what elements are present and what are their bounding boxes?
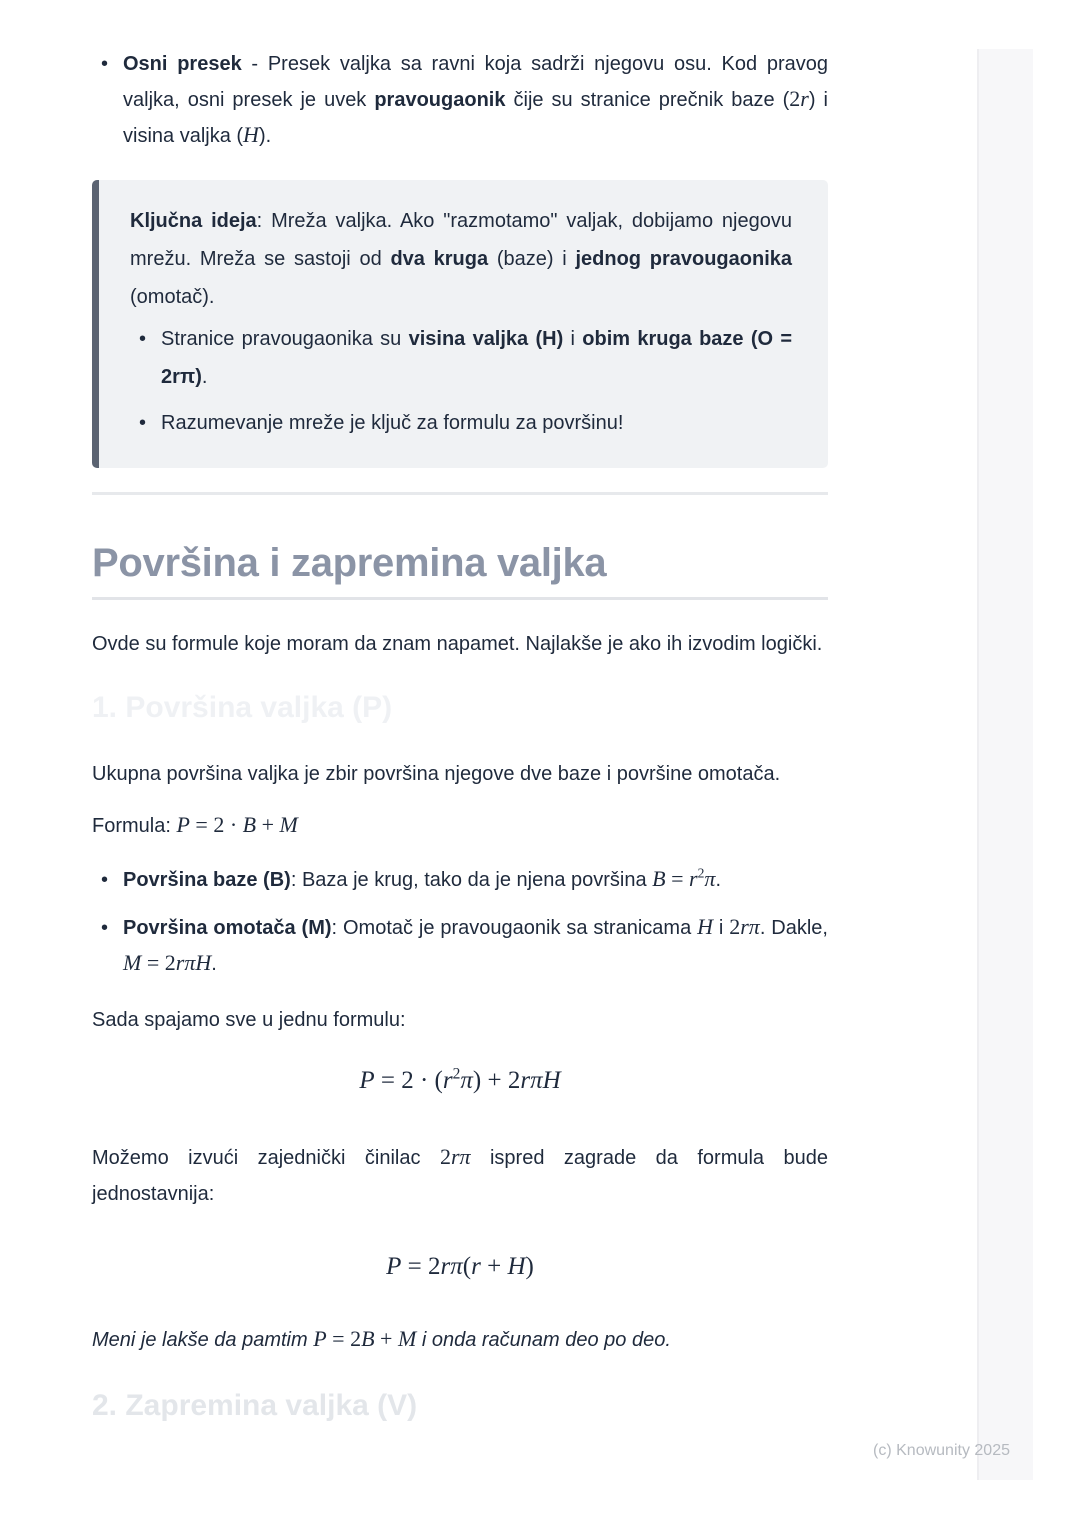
bold-term: Osni presek <box>123 53 242 75</box>
math-inline: 2rπ <box>439 1144 471 1169</box>
section-heading: Površina i zapremina valjka <box>92 541 828 600</box>
bold-term: obim kruga baze (O = 2rπ) <box>161 328 793 388</box>
paragraph-ukupna: Ukupna površina valjka je zbir površina njegove dve baze i površine omotača. <box>92 763 781 785</box>
math-inline: 2rπ <box>729 914 760 939</box>
callout-title: Ključna ideja <box>130 210 257 232</box>
bullet-razumevanje: • Razumevanje mreže je ključ za formulu za površinu! <box>130 404 792 442</box>
copyright-watermark: (c) Knowunity 2025 <box>873 1442 1010 1459</box>
bold-term: Površina omotača (M) <box>123 917 332 939</box>
math-inline: P = 2 · B + M <box>176 812 298 837</box>
math-inline: 2r <box>789 86 809 111</box>
bold-term: Površina baze (B) <box>123 869 291 891</box>
bold-term: dva kruga <box>390 248 489 270</box>
callout-bullet-list <box>130 320 792 442</box>
document-page <box>92 0 828 1424</box>
formula-inline-line: Formula: P = 2 · B + M <box>92 812 298 837</box>
math-inline: H <box>697 914 713 939</box>
subheading-zapremina-valjka: 2. Zapremina valjka (V) <box>92 1389 418 1422</box>
note-paragraph: Meni je lakše da pamtim P = 2B + M i onda računam deo po deo. <box>92 1326 671 1351</box>
paragraph-sada: Sada spajamo sve u jednu formulu: <box>92 1009 406 1031</box>
scrollbar-track[interactable] <box>977 49 1033 1480</box>
callout-paragraph: Ključna ideja: Mreža valjka. Ako "razmotamo" valjak, dobijamo njegovu mrežu. Mreža se sastoji od dva kruga (baze) i jednog pravougaonika (omotač). <box>130 210 793 308</box>
math-inline: $B = r^2\pi$ <box>652 865 716 891</box>
math-inline: M = 2rπH <box>123 950 212 975</box>
key-idea-callout <box>92 180 828 468</box>
formula-block-povrsina: $P = 2 \cdot (r^2\pi) + 2r\pi H$ <box>359 1065 561 1094</box>
formula-bullet-list <box>92 862 828 982</box>
bold-term: jednog pravougaonika <box>575 248 793 270</box>
horizontal-divider <box>92 492 828 495</box>
bullet-povrsina-omotaca: • Površina omotača (M): Omotač je pravougaonik sa stranicama H i 2rπ. Dakle, M = 2rπH. <box>92 910 828 982</box>
formula-block-faktorisano: P = 2rπ(r + H) <box>386 1253 534 1280</box>
intro-paragraph: Ovde su formule koje moram da znam napamet. Najlakše je ako ih izvodim logički. <box>92 633 823 655</box>
paragraph-mozemo: Možemo izvući zajednički činilac 2rπ ispred zagrade da formula bude jednostavnija: <box>92 1144 828 1205</box>
math-inline: P = 2B + M <box>313 1326 417 1351</box>
math-inline: H <box>243 122 259 147</box>
bold-term: pravougaonik <box>374 89 506 111</box>
bullet-osni-presek: • Osni presek - Presek valjka sa ravni koja sadrži njegovu osu. Kod pravog valjka, osni presek je uvek pravougaonik čije su stranice prečnik baze (2r) i visina valjka (H). <box>92 46 828 154</box>
bullet-stranice: • Stranice pravougaonika su visina valjka (H) i obim kruga baze (O = 2rπ). <box>130 320 792 396</box>
top-bullet-list <box>92 46 828 154</box>
bold-term: visina valjka (H) <box>408 328 564 350</box>
bullet-povrsina-baze: • Površina baze (B): Baza je krug, tako da je njena površina $B = r^2\pi$. <box>92 862 828 898</box>
subheading-povrsina-valjka: 1. Površina valjka (P) <box>92 691 393 724</box>
